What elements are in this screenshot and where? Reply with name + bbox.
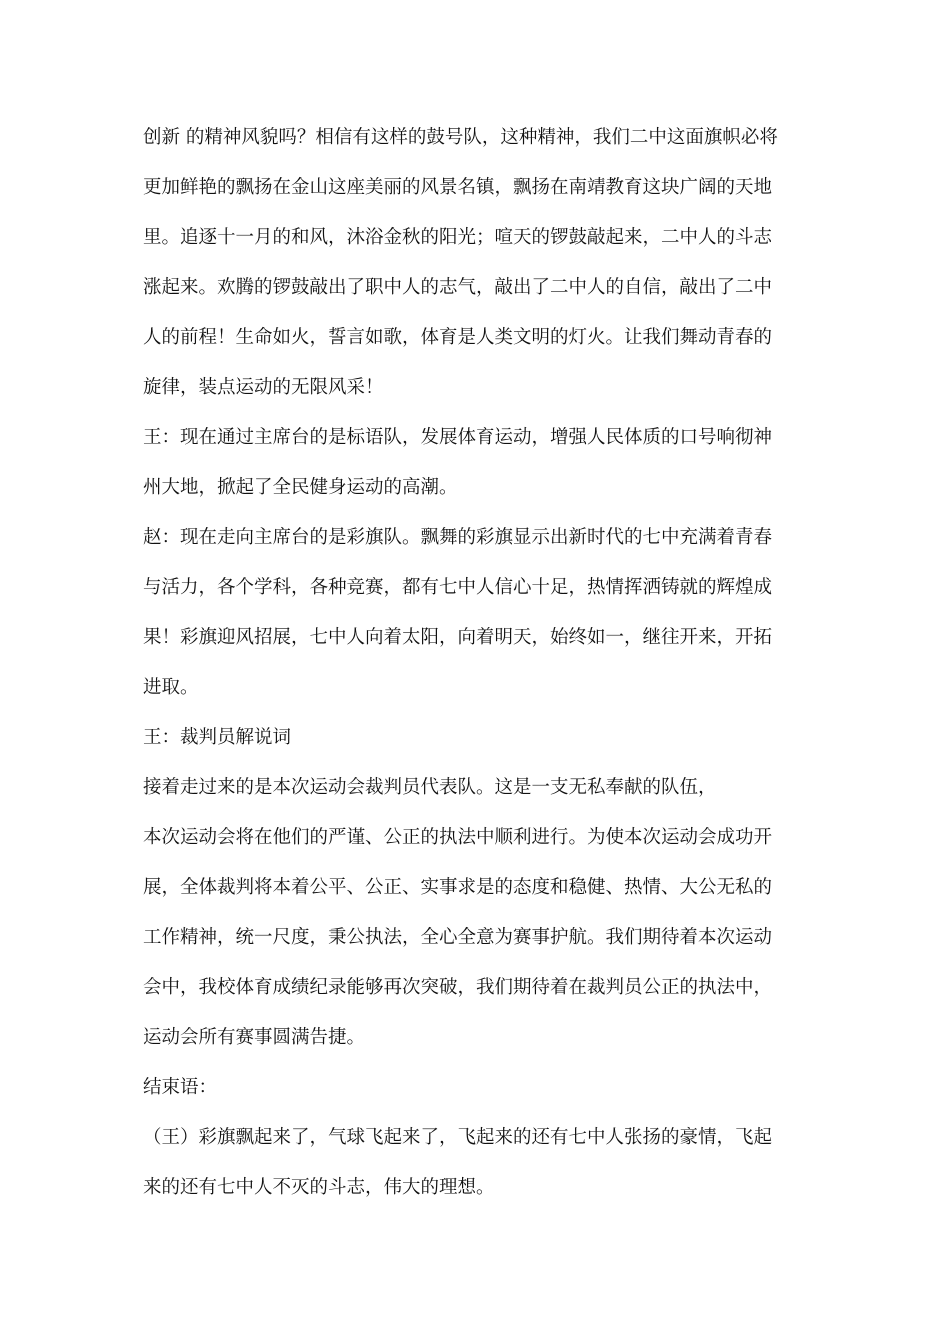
text-line: 涨起来。欢腾的锣鼓敲出了职中人的志气，敲出了二中人的自信，敲出了二中 [143, 277, 773, 298]
text-line: 来的还有七中人不灭的斗志，伟大的理想。 [143, 1177, 495, 1198]
text-line: 进取。 [143, 677, 199, 698]
section-heading: 王：裁判员解说词 [143, 727, 292, 748]
text-line: 州大地，掀起了全民健身运动的高潮。 [143, 477, 458, 498]
text-line: 创新 的精神风貌吗？相信有这样的鼓号队，这种精神，我们二中这面旗帜必将 [143, 127, 778, 148]
text-line: 人的前程！生命如火，誓言如歌，体育是人类文明的灯火。让我们舞动青春的 [143, 327, 773, 348]
document-body [143, 122, 813, 1204]
text-line: 旋律，装点运动的无限风采！ [143, 377, 384, 398]
text-line: 接着走过来的是本次运动会裁判员代表队。这是一支无私奉献的队伍， [143, 777, 717, 798]
text-line: 王：现在通过主席台的是标语队，发展体育运动，增强人民体质的口号响彻神 [143, 427, 773, 448]
text-line: （王）彩旗飘起来了，气球飞起来了，飞起来的还有七中人张扬的豪情，飞起 [143, 1127, 773, 1148]
section-heading: 结束语： [143, 1077, 218, 1098]
text-line: 更加鲜艳的飘扬在金山这座美丽的风景名镇，飘扬在南靖教育这块广阔的天地 [143, 177, 773, 198]
text-line: 运动会所有赛事圆满告捷。 [143, 1027, 366, 1048]
text-line: 果！彩旗迎风招展，七中人向着太阳，向着明天，始终如一，继往开来，开拓 [143, 627, 773, 648]
text-line: 工作精神，统一尺度，秉公执法，全心全意为赛事护航。我们期待着本次运动 [143, 927, 773, 948]
text-line: 本次运动会将在他们的严谨、公正的执法中顺利进行。为使本次运动会成功开 [143, 827, 773, 848]
text-line: 与活力，各个学科，各种竞赛，都有七中人信心十足，热情挥洒铸就的辉煌成 [143, 577, 773, 598]
text-line: 会中，我校体育成绩纪录能够再次突破，我们期待着在裁判员公正的执法中， [143, 977, 773, 998]
text-line: 赵：现在走向主席台的是彩旗队。飘舞的彩旗显示出新时代的七中充满着青春 [143, 527, 773, 548]
text-line: 里。追逐十一月的和风，沐浴金秋的阳光；喧天的锣鼓敲起来，二中人的斗志 [143, 227, 773, 248]
text-line: 展，全体裁判将本着公平、公正、实事求是的态度和稳健、热情、大公无私的 [143, 877, 773, 898]
